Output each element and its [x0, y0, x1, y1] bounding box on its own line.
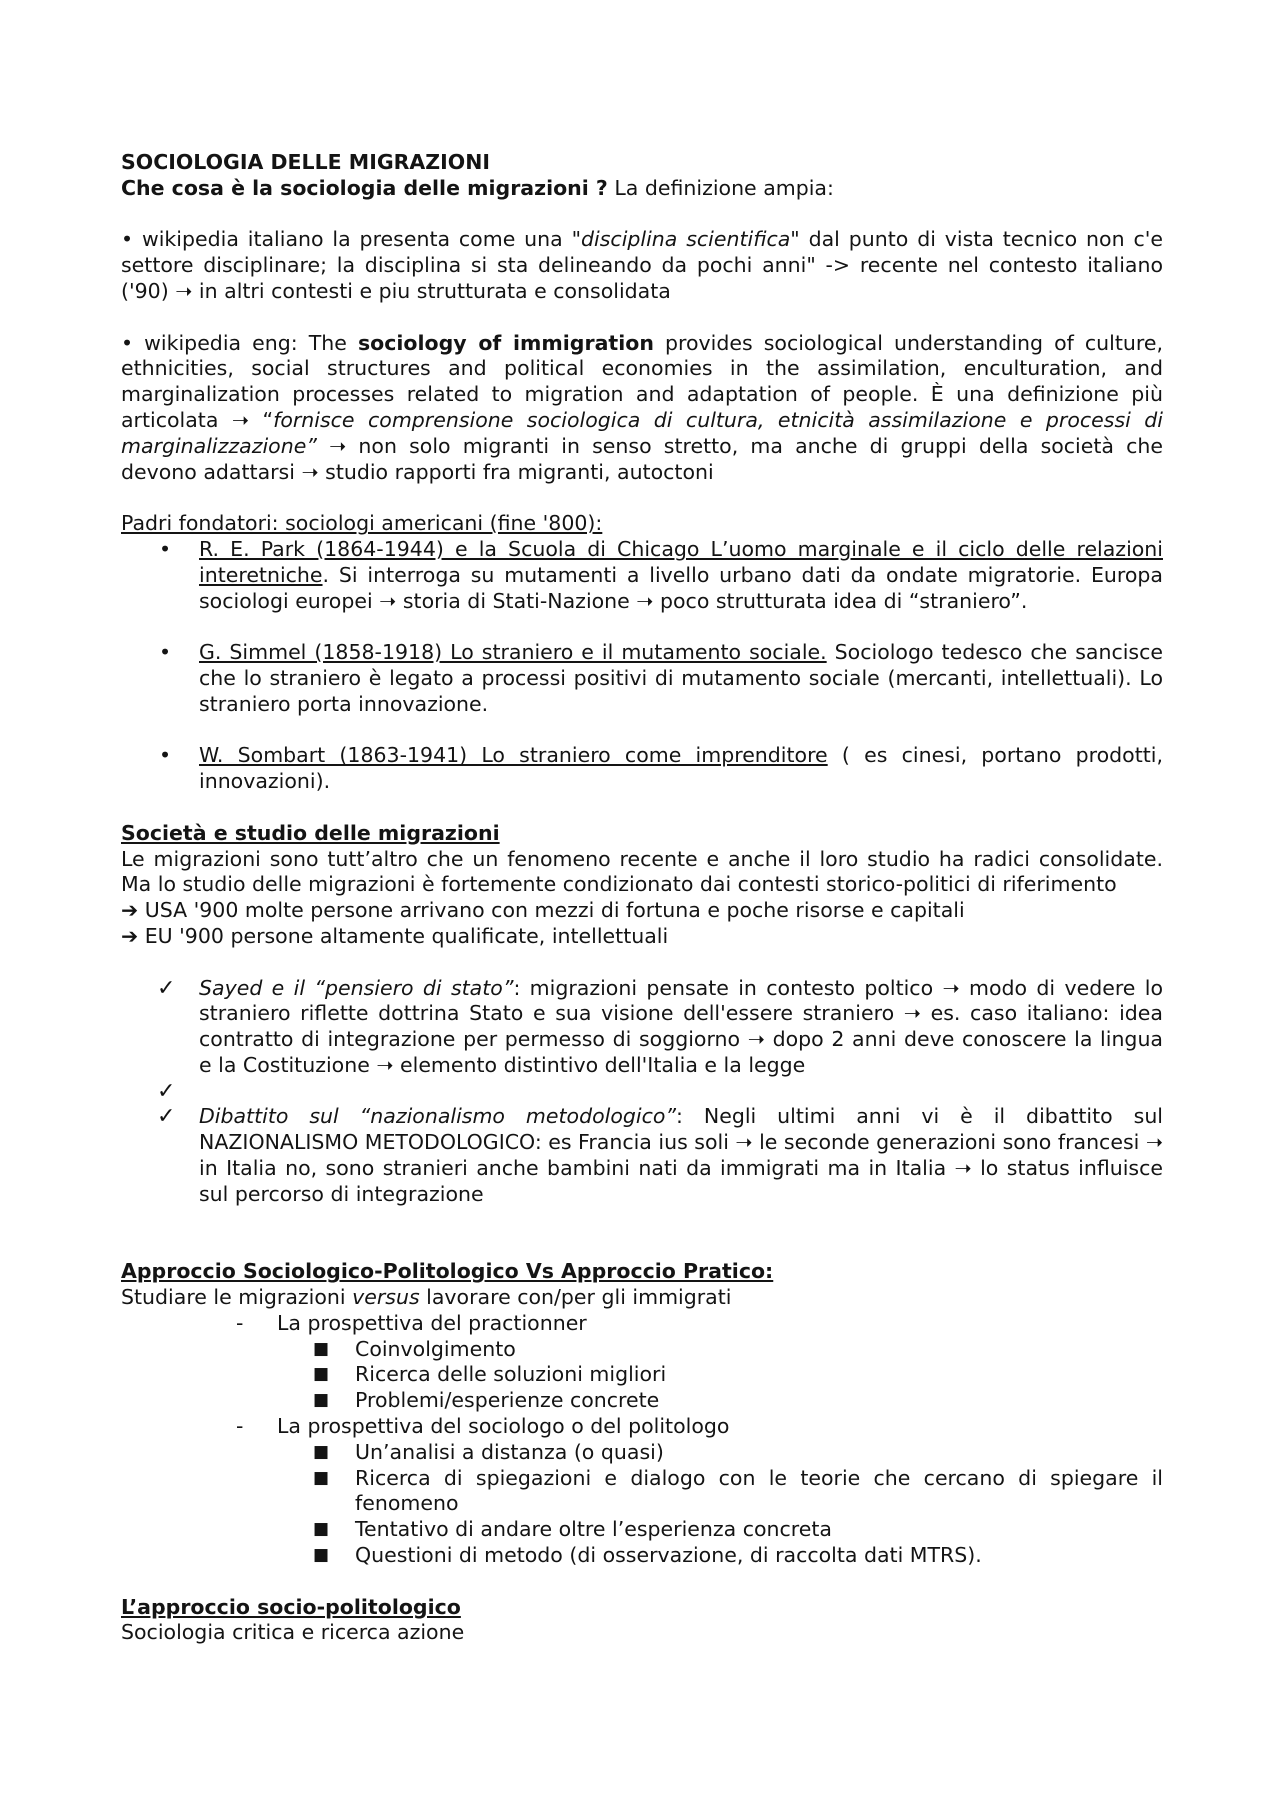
list-item-park: [121, 537, 1163, 614]
square-bullet-icon: ■: [313, 1441, 330, 1462]
bullet-icon: •: [159, 536, 172, 561]
bullet-icon: •: [159, 640, 172, 665]
intro-question-bold: Che cosa è la sociologia delle migrazioni ?: [121, 175, 608, 200]
check-item-empty: [121, 1079, 1163, 1105]
list-item-text: Ricerca delle soluzioni migliori: [355, 1362, 667, 1387]
wiki-en-bold: sociology of immigration: [357, 330, 654, 355]
nazionalismo-text: : Negli ultimi anni vi è il dibattito sul NAZIONALISMO METODOLOGICO: es Francia ius soli ➝ le seconde generazioni sono francesi ➝ in Italia no, sono stranieri anche bambini nati da immigrati ma in Italia ➝ lo status influisce sul percorso di integrazione: [199, 1104, 1164, 1206]
square-bullet-icon: ■: [313, 1390, 330, 1411]
padri-heading: Padri fondatori: sociologi americani (fine '800):: [121, 511, 603, 536]
list-item-text: Un’analisi a distanza (o quasi): [355, 1439, 664, 1464]
list-item-text: Coinvolgimento: [355, 1336, 516, 1361]
approccio-sub-a: Studiare le migrazioni: [121, 1285, 353, 1310]
approccio-heading: Approccio Sociologico-Politologico Vs Approccio Pratico:: [121, 1259, 774, 1284]
approccio-sub-b: lavorare con/per gli immigrati: [419, 1285, 732, 1310]
check-icon: ✓: [157, 975, 176, 1001]
document-page: [121, 150, 1163, 1646]
eu-line: ➔ EU '900 persone altamente qualificate, intellettuali: [121, 923, 669, 948]
sociologist-label: La prospettiva del sociologo o del politologo: [277, 1414, 730, 1439]
wiki-en-text-3: ➝ non solo migranti in senso stretto, ma anche di gruppi della società che devono adattarsi ➝ studio rapporti fra migranti, autoctoni: [121, 433, 1163, 484]
wikipedia-it-paragraph: [121, 227, 1163, 304]
list-item: [121, 1440, 1163, 1466]
intro-question-rest: La definizione ampia:: [607, 175, 834, 200]
park-text: . Si interroga su mutamenti a livello urbano dati da ondate migratorie. Europa sociologi europei ➝ storia di Stati-Nazione ➝ poco strutturata idea di “straniero”.: [199, 562, 1163, 613]
wikipedia-en-paragraph: [121, 331, 1163, 486]
sombart-underlined: W. Sombart (1863-1941) Lo straniero come imprenditore: [199, 743, 828, 768]
sombart-text: ( es cinesi, portano prodotti, innovazioni).: [199, 743, 1163, 794]
dash-icon: -: [236, 1310, 244, 1335]
perspective-sociologist: [121, 1414, 1163, 1440]
socio-politologico-text: Sociologia critica e ricerca azione: [121, 1620, 465, 1645]
wiki-it-text-1: • wikipedia italiano la presenta come una ": [121, 227, 582, 252]
list-item-sombart: [121, 743, 1163, 795]
socio-politologico-heading: L’approccio socio-politologico: [121, 1594, 461, 1619]
check-item-sayed: [121, 976, 1163, 1079]
list-item-text: Ricerca di spiegazioni e dialogo con le teorie che cercano di spiegare il fenomeno: [355, 1465, 1163, 1516]
square-bullet-icon: ■: [313, 1467, 330, 1488]
document-title: SOCIOLOGIA DELLE MIGRAZIONI: [121, 150, 490, 174]
usa-line: ➔ USA '900 molte persone arrivano con mezzi di fortuna e poche risorse e capitali: [121, 898, 965, 923]
societa-paragraph: Le migrazioni sono tutt’altro che un fenomeno recente e anche il loro studio ha radici consolidate. Ma lo studio delle migrazioni è fortemente condizionato dai contesti storico-politici di riferimento: [121, 846, 1163, 897]
list-item: [121, 1388, 1163, 1414]
list-item: [121, 1362, 1163, 1388]
simmel-text: Sociologo tedesco che sancisce che lo straniero è legato a processi positivi di mutamento sociale (mercanti, intellettuali). Lo straniero porta innovazione.: [199, 640, 1163, 716]
simmel-underlined: G. Simmel (1858-1918) Lo straniero e il mutamento sociale.: [199, 640, 827, 665]
list-item-text: Problemi/esperienze concrete: [355, 1388, 660, 1413]
approccio-subtitle: [121, 1285, 1163, 1311]
list-item: [121, 1466, 1163, 1518]
sayed-text: : migrazioni pensate in contesto poltico ➝ modo di vedere lo straniero riflette dottrina Stato e sua visione dell'essere straniero ➝ es. caso italiano: idea contratto di integrazione per permesso di soggiorno ➝ dopo 2 anni deve conoscere la lingua e la Costituzione ➝ elemento distintivo dell'Italia e la legge: [199, 975, 1163, 1077]
wiki-en-text-1: • wikipedia eng: The: [121, 330, 358, 355]
approccio-sub-italic: versus: [352, 1285, 420, 1310]
sayed-italic: Sayed e il “pensiero di stato”: [199, 975, 514, 1000]
nazionalismo-italic: Dibattito sul “nazionalismo metodologico”: [199, 1104, 677, 1129]
check-icon: ✓: [157, 1078, 176, 1104]
wiki-it-italic: disciplina scientifica: [581, 227, 791, 252]
wiki-en-italic: fornisce comprensione sociologica di cultura, etnicità assimilazione e processi di marginalizzazione”: [121, 407, 1163, 458]
perspective-practitioner: [121, 1311, 1163, 1337]
list-item-simmel: [121, 640, 1163, 717]
square-bullet-icon: ■: [313, 1364, 330, 1385]
list-item-text: Questioni di metodo (di osservazione, di raccolta dati MTRS).: [355, 1543, 982, 1568]
wiki-it-text-2: " dal punto di vista tecnico non c'e settore disciplinare; la disciplina si sta delineando da pochi anni" -> recente nel contesto italiano ('90) ➝ in altri contesti e piu strutturata e consolidata: [121, 227, 1163, 303]
practitioner-label: La prospettiva del practionner: [277, 1310, 587, 1335]
check-icon: ✓: [157, 1104, 176, 1130]
list-item: [121, 1543, 1163, 1569]
square-bullet-icon: ■: [313, 1519, 330, 1540]
check-item-nazionalismo: [121, 1104, 1163, 1207]
wiki-en-text-2: provides sociological understanding of culture, ethnicities, social structures and political economies in the assimilation, enculturation, and marginalization processes related to migration and adaptation of people. È una definizione più articolata ➝ “: [121, 330, 1164, 432]
intro-question: [121, 176, 1163, 202]
list-item-text: Tentativo di andare oltre l’esperienza concreta: [355, 1517, 832, 1542]
list-item: [121, 1517, 1163, 1543]
list-item: [121, 1337, 1163, 1363]
park-underlined: R. E. Park (1864-1944) e la Scuola di Chicago L’uomo marginale e il ciclo delle relazioni interetniche: [199, 536, 1163, 587]
square-bullet-icon: ■: [313, 1545, 330, 1566]
dash-icon: -: [236, 1414, 244, 1439]
bullet-icon: •: [159, 743, 172, 768]
square-bullet-icon: ■: [313, 1338, 330, 1359]
societa-heading: Società e studio delle migrazioni: [121, 820, 500, 845]
